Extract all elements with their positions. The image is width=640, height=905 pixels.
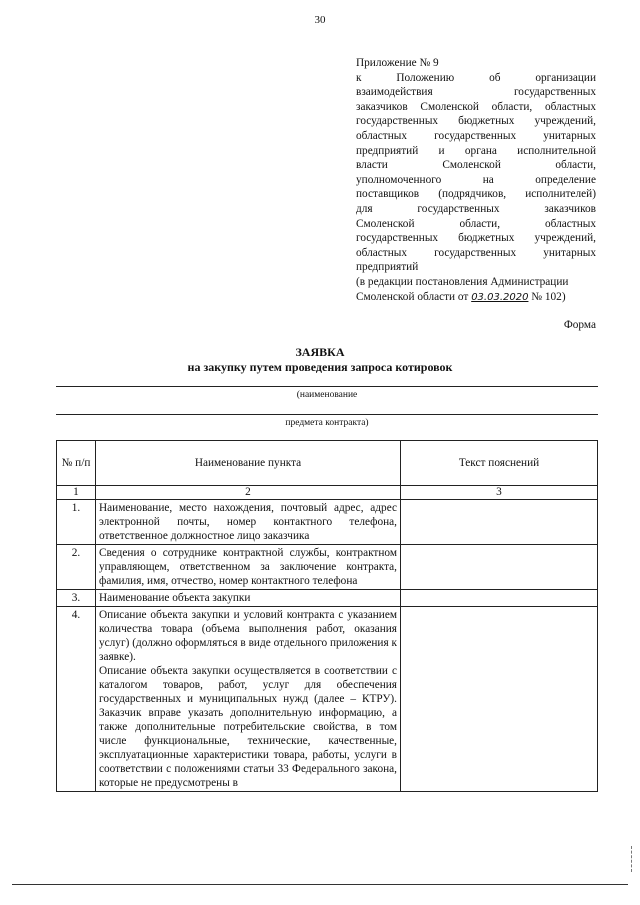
request-table [56, 440, 598, 792]
index-cell: 1 [57, 486, 96, 500]
appendix-line: государственных бюджетных учреждений, [356, 115, 596, 128]
caption-subject: предмета контракта) [285, 418, 369, 428]
table-row [57, 500, 598, 545]
appendix-line: заказчиков Смоленской области, областных [356, 100, 596, 113]
header-number: № п/п [57, 441, 96, 486]
table-row [57, 545, 598, 590]
table-row [57, 607, 598, 792]
scan-artifact [631, 846, 634, 872]
row-item-name-part2: Описание объекта закупки осуществляется в соответствии с каталогом товаров, работ, услуг для обеспечения государственных и муниципальных нужд (далее – КТРУ). Заказчик вправе указать дополнительную информацию, а также дополнительные потребительские свойства, в том числе функциональные, технические, качественные, эксплуатационные характеристики товара, работы, услуги в соответствии с положениями статьи 33 Федерального закона, которые не предусмотрены в [99, 665, 397, 789]
appendix-edition-date-line [356, 290, 596, 306]
appendix-line: Смоленской области, областных [356, 217, 596, 230]
edition-number: № 102) [531, 290, 566, 303]
appendix-line: уполномоченного на определение [356, 173, 596, 186]
appendix-block [356, 56, 596, 305]
caption-name: (наименование [296, 390, 358, 400]
table-row [57, 590, 598, 607]
document-subtitle: на закупку путем проведения запроса котировок [187, 360, 453, 374]
form-label: Форма [563, 319, 596, 331]
row-explanation [401, 607, 598, 792]
row-number: 3. [57, 590, 96, 607]
index-cell: 3 [401, 486, 598, 500]
row-explanation [401, 590, 598, 607]
document-title-block [0, 345, 640, 375]
row-number: 2. [57, 545, 96, 590]
appendix-line: для государственных заказчиков [356, 202, 596, 215]
appendix-line: областных государственных унитарных [356, 246, 596, 259]
blank-line [56, 386, 598, 387]
row-item-name: Наименование объекта закупки [96, 590, 401, 607]
table-index-row [57, 486, 598, 500]
row-number: 4. [57, 607, 96, 792]
row-item-name-part1: Описание объекта закупки и условий контракта с указанием количества товара (объема выполнения работ, оказания услуг) (должно оформляться в виде отдельного приложения к заявке). [99, 609, 397, 663]
row-item-name: Наименование, место нахождения, почтовый адрес, адрес электронной почты, номер контактного телефона, ответственное должностное лицо заказчика [96, 500, 401, 545]
appendix-heading: Приложение № 9 [356, 57, 439, 69]
row-explanation [401, 500, 598, 545]
appendix-line: к Положению об организации [356, 71, 596, 84]
header-explanation: Текст пояснений [401, 441, 598, 486]
appendix-line: поставщиков (подрядчиков, исполнителей) [356, 188, 596, 201]
blank-line [56, 414, 598, 415]
appendix-line: взаимодействия государственных [356, 86, 596, 99]
appendix-line: власти Смоленской области, [356, 159, 596, 172]
appendix-line: предприятий и органа исполнительной [356, 144, 596, 157]
table-header-row [57, 441, 598, 486]
handwritten-date: 03.03.2020 [471, 291, 529, 303]
row-number: 1. [57, 500, 96, 545]
appendix-edition: (в редакции постановления Администрации [356, 275, 569, 288]
index-cell: 2 [96, 486, 401, 500]
edition-prefix: Смоленской области от [356, 290, 472, 303]
row-item-name: Сведения о сотруднике контрактной службы, контрактном управляющем, ответственном за заключение контракта, фамилия, имя, отчество, номер контактного телефона [96, 545, 401, 590]
document-title: ЗАЯВКА [295, 345, 345, 359]
page-bottom-rule [12, 884, 628, 885]
appendix-line: государственных бюджетных учреждений, [356, 232, 596, 245]
row-explanation [401, 545, 598, 590]
appendix-line: областных государственных унитарных [356, 129, 596, 142]
header-item-name: Наименование пункта [96, 441, 401, 486]
page-number: 30 [314, 14, 326, 26]
row-item-name [96, 607, 401, 792]
appendix-line: предприятий [356, 261, 419, 274]
